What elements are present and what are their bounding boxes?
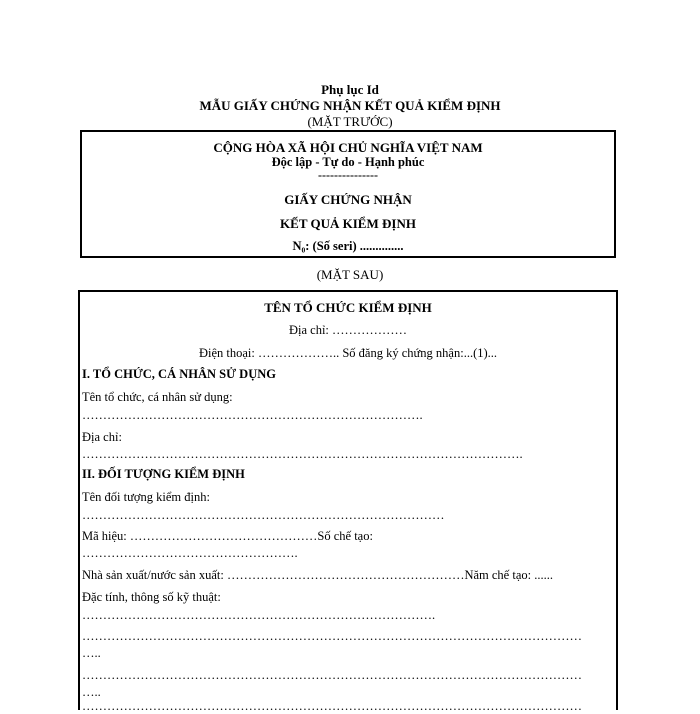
national-motto: Độc lập - Tự do - Hạnh phúc — [271, 155, 425, 169]
spec-dots-1: …………………………………………………………………………. — [82, 608, 436, 622]
section-1-heading: I. TỔ CHỨC, CÁ NHÂN SỬ DỤNG — [82, 367, 276, 381]
manufacturer-line: Nhà sản xuất/nước sản xuất: …………………………………………………Năm chế tạo: ...... — [82, 568, 553, 582]
spec-dots-6: ………………………………………………………………………………………………………… — [82, 699, 582, 713]
serial-number: N₀: (Số seri) .............. — [292, 239, 404, 253]
spec-dots-4: ………………………………………………………………………………………………………… — [82, 668, 582, 682]
certificate-subtitle: KẾT QUẢ KIỂM ĐỊNH — [280, 216, 416, 231]
model-serial-dots: ……………………………………………. — [82, 546, 298, 560]
back-side-box — [78, 290, 618, 713]
organization-phone: Điện thoại: ……………….. Số đăng ký chứng nhận:...(1)... — [198, 346, 498, 360]
spec-dots-3: ….. — [82, 646, 101, 660]
spec-label: Đặc tính, thông số kỹ thuật: — [82, 590, 221, 604]
organization-name: TÊN TỔ CHỨC KIỂM ĐỊNH — [264, 300, 432, 315]
front-side-label: (MẶT TRƯỚC) — [307, 114, 393, 129]
spec-dots-5: ….. — [82, 685, 101, 699]
object-name-label: Tên đối tượng kiểm định: — [82, 490, 210, 504]
certificate-title: GIẤY CHỨNG NHẬN — [284, 192, 412, 207]
user-address-dots: ……………………………………………………………………………………………. — [82, 447, 523, 461]
appendix-label: Phụ lục Id — [321, 82, 379, 97]
model-serial-line: Mã hiệu: ………………………………………Số chế tạo: — [82, 529, 373, 543]
section-2-heading: II. ĐỐI TƯỢNG KIỂM ĐỊNH — [82, 467, 245, 481]
spec-dots-2: ………………………………………………………………………………………………………… — [82, 629, 582, 643]
user-name-label: Tên tổ chức, cá nhân sử dụng: — [82, 390, 233, 404]
front-side-box — [80, 130, 616, 258]
document-title: MẪU GIẤY CHỨNG NHẬN KẾT QUẢ KIỂM ĐỊNH — [199, 98, 501, 113]
back-side-label: (MẶT SAU) — [316, 267, 384, 282]
motto-divider: --------------- — [318, 168, 378, 182]
organization-address: Địa chỉ: ……………… — [288, 323, 408, 337]
object-name-dots: …………………………………………………………………………… — [82, 508, 445, 522]
country-name: CỘNG HÒA XÃ HỘI CHỦ NGHĨA VIỆT NAM — [213, 140, 483, 155]
user-name-dots: ………………………………………………………………………. — [82, 408, 423, 422]
user-address-label: Địa chỉ: — [82, 430, 122, 444]
